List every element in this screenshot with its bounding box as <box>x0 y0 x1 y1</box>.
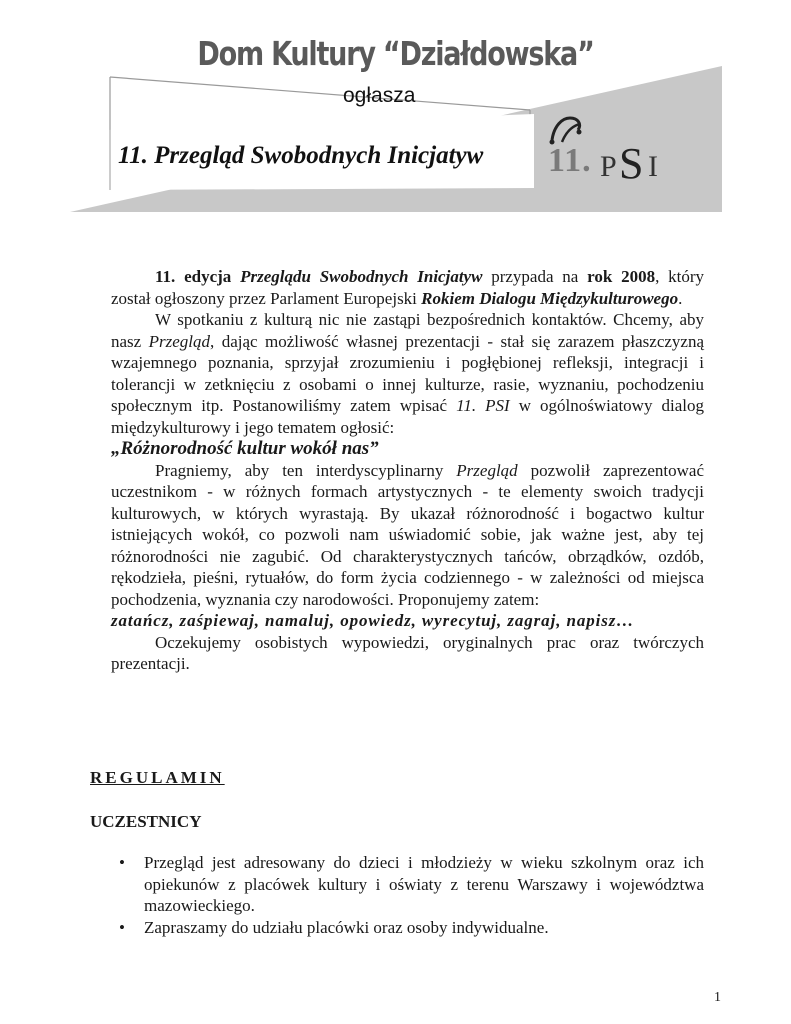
logo-letter-i: I <box>648 150 658 183</box>
list-item: • Zapraszamy do udziału placówki oraz osoby indywidualne. <box>119 917 549 937</box>
bullet-icon: • <box>119 917 125 937</box>
bullet-icon: • <box>119 853 125 872</box>
festival-name: 11. Przegląd Swobodnych Inicjatyw <box>118 142 484 169</box>
theme-motto: „Różnorodność kultur wokół nas” <box>111 438 379 459</box>
intro-paragraph-3: Pragniemy, aby ten interdyscyplinarny Przegląd pozwolił zaprezentować uczestnikom - w różnych formach artystycznych - te elementy swoich tradycji kulturowych, w których wyrastają. By ukazał różnorodność i bogactwo kultur istniejących wokół, co pozwoli nam uświadomić sobie, jak ważne jest, aby tej różnorodności nie zagubić. Od charakterystycznych tańców, obrządków, ozdób, rękodzieła, pieśni, rytuałów, do form życia codziennego - w zależności od miejsca pochodzenia, wyznania czy narodowości. Proponujemy zatem: <box>111 460 704 609</box>
regulations-heading: REGULAMIN <box>90 768 225 787</box>
logo-number: 11. <box>548 142 592 179</box>
header-banner <box>0 0 791 230</box>
announces-text: ogłasza <box>343 84 416 107</box>
activity-verbs: zatańcz, zaśpiewaj, namaluj, opowiedz, wyrecytuj, zagraj, napisz… <box>111 611 635 630</box>
logo-letter-p: P <box>600 150 617 183</box>
page-number: 1 <box>714 990 721 1005</box>
intro-paragraph-1: 11. edycja Przeglądu Swobodnych Inicjatyw przypada na rok 2008, który został ogłoszony przez Parlament Europejski Rokiem Dialogu Międzykulturowego. <box>111 267 704 308</box>
participants-heading: UCZESTNICY <box>90 812 202 831</box>
logo-letter-s: S <box>619 139 644 188</box>
intro-content <box>111 266 704 675</box>
participants-list <box>119 852 704 938</box>
list-item: • Przegląd jest adresowany do dzieci i młodzieży w wieku szkolnym oraz ich opiekunów z placówek kultury i oświaty z terenu Warszawy i województwa mazowieckiego. <box>119 853 704 915</box>
intro-paragraph-2: W spotkaniu z kulturą nic nie zastąpi bezpośrednich kontaktów. Chcemy, aby nasz Przegląd, dając możliwość własnej prezentacji - stał się zarazem płaszczyzną wzajemnego poznania, sprzyjał zrozumieniu i pogłębionej refleksji, integracji i tolerancji w zetknięciu z osobami o innej kulturze, rasie, wyznaniu, pochodzeniu społecznym itp. Postanowiliśmy zatem wpisać 11. PSI w ogólnoświatowy dialog międzykulturowy i jego tematem ogłosić: <box>111 310 704 437</box>
psi-logo <box>548 112 668 192</box>
org-title: Dom Kultury “Działdowska” <box>197 34 594 73</box>
intro-paragraph-4: Oczekujemy osobistych wypowiedzi, oryginalnych prac oraz twórczych prezentacji. <box>111 632 704 673</box>
